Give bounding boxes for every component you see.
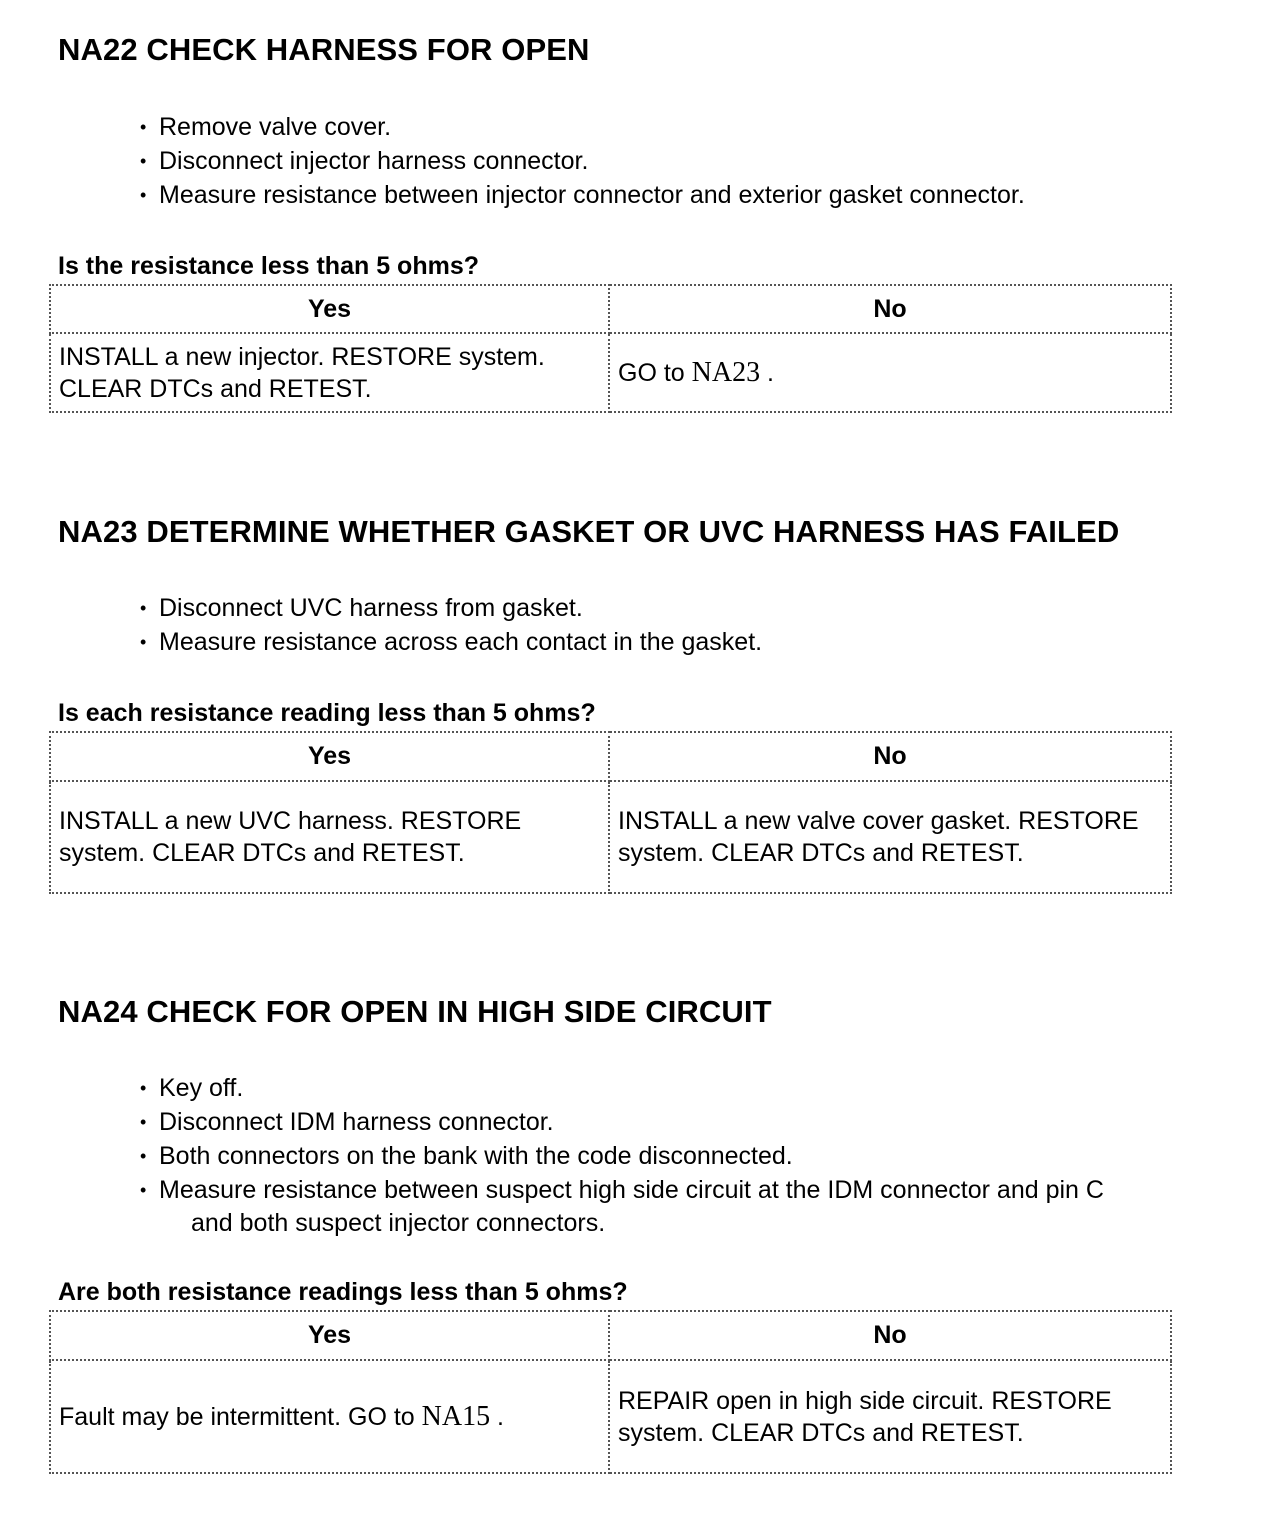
na23-link[interactable]: NA23 xyxy=(691,356,761,388)
yes-header: Yes xyxy=(50,732,609,781)
step-item: • Key off. xyxy=(140,1071,1104,1105)
no-header: No xyxy=(609,732,1171,781)
decision-table xyxy=(49,1310,1172,1474)
bullet-icon: • xyxy=(140,117,147,137)
step-item: • Measure resistance between suspect high side circuit at the IDM connector and pin C and both suspect injector connectors. xyxy=(140,1173,1104,1239)
question: Are both resistance readings less than 5 ohms? xyxy=(58,1278,628,1306)
bullet-icon: • xyxy=(140,598,147,618)
step-item: • Disconnect injector harness connector. xyxy=(140,144,1025,178)
section-heading: NA23 DETERMINE WHETHER GASKET OR UVC HARNESS HAS FAILED xyxy=(58,514,1120,549)
no-cell: GO to NA23 . xyxy=(609,333,1171,412)
yes-cell: Fault may be intermittent. GO to NA15 . xyxy=(50,1360,609,1473)
question: Is each resistance reading less than 5 ohms? xyxy=(58,699,596,727)
step-list xyxy=(140,591,762,659)
decision-table xyxy=(49,284,1172,413)
na15-link[interactable]: NA15 xyxy=(421,1400,491,1432)
bullet-icon: • xyxy=(140,1112,147,1132)
section-heading: NA24 CHECK FOR OPEN IN HIGH SIDE CIRCUIT xyxy=(58,994,772,1029)
step-item: • Disconnect IDM harness connector. xyxy=(140,1105,1104,1139)
bullet-icon: • xyxy=(140,185,147,205)
bullet-icon: • xyxy=(140,1078,147,1098)
question: Is the resistance less than 5 ohms? xyxy=(58,252,479,280)
yes-header: Yes xyxy=(50,1311,609,1360)
step-item: • Measure resistance between injector connector and exterior gasket connector. xyxy=(140,178,1025,212)
bullet-icon: • xyxy=(140,1180,147,1200)
no-cell: REPAIR open in high side circuit. RESTORE system. CLEAR DTCs and RETEST. xyxy=(609,1360,1171,1473)
step-list xyxy=(140,1071,1104,1239)
step-list xyxy=(140,110,1025,212)
step-item: • Remove valve cover. xyxy=(140,110,1025,144)
decision-table xyxy=(49,731,1172,894)
section-heading: NA22 CHECK HARNESS FOR OPEN xyxy=(58,32,590,67)
step-continuation: and both suspect injector connectors. xyxy=(191,1209,606,1237)
no-cell: INSTALL a new valve cover gasket. RESTORE system. CLEAR DTCs and RETEST. xyxy=(609,781,1171,893)
yes-cell: INSTALL a new injector. RESTORE system. CLEAR DTCs and RETEST. xyxy=(50,333,609,412)
bullet-icon: • xyxy=(140,151,147,171)
step-item: • Disconnect UVC harness from gasket. xyxy=(140,591,762,625)
yes-cell: INSTALL a new UVC harness. RESTORE system. CLEAR DTCs and RETEST. xyxy=(50,781,609,893)
yes-header: Yes xyxy=(50,285,609,333)
step-item: • Measure resistance across each contact in the gasket. xyxy=(140,625,762,659)
step-item: • Both connectors on the bank with the code disconnected. xyxy=(140,1139,1104,1173)
bullet-icon: • xyxy=(140,1146,147,1166)
bullet-icon: • xyxy=(140,632,147,652)
no-header: No xyxy=(609,285,1171,333)
no-header: No xyxy=(609,1311,1171,1360)
